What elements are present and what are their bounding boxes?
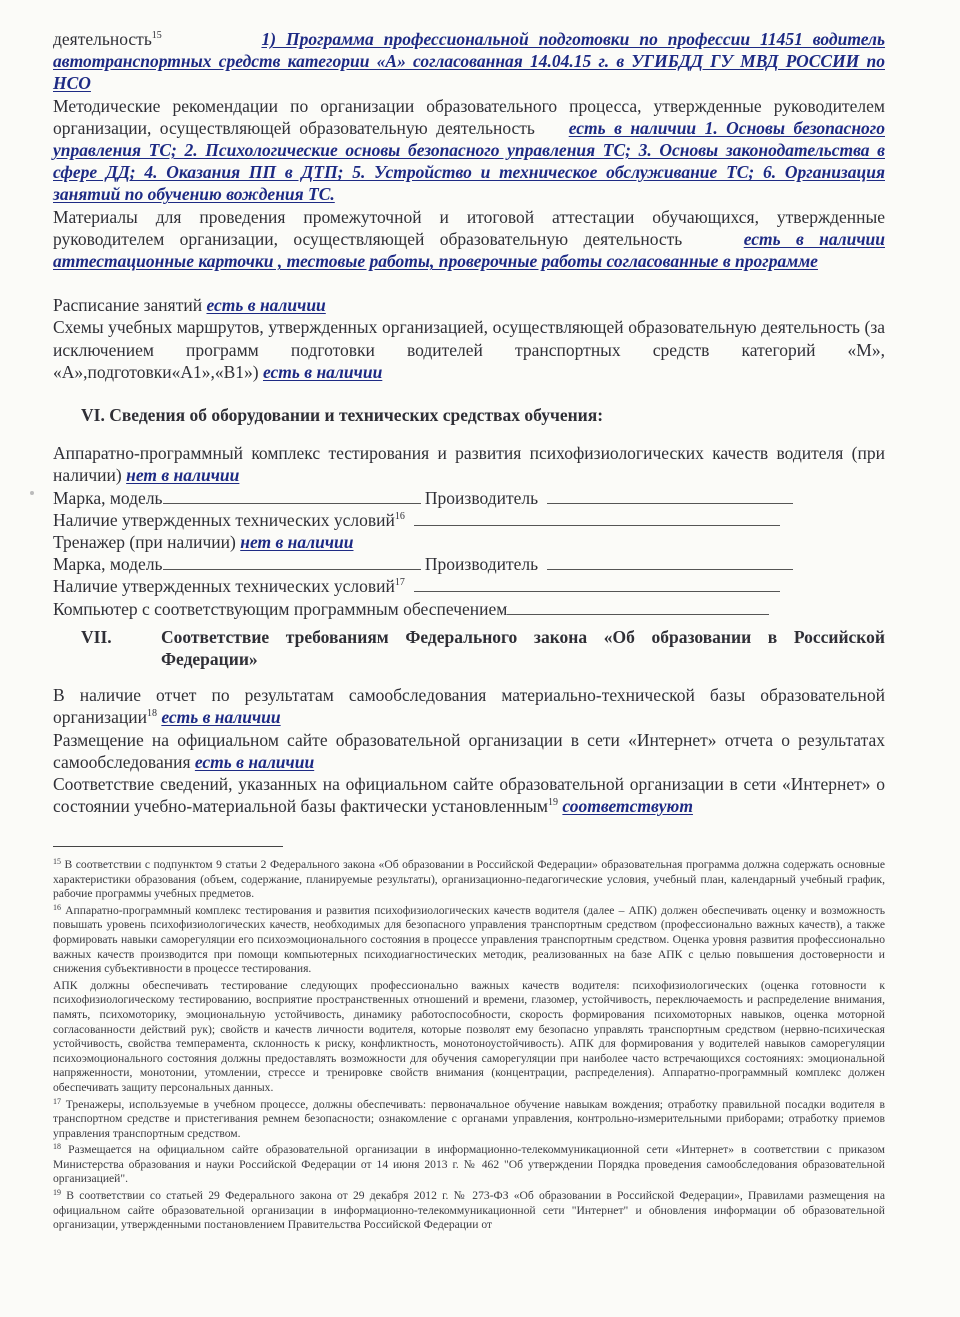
report-paragraph (53, 684, 885, 728)
maker-label: Производитель (424, 487, 539, 508)
scan-dot (30, 491, 34, 495)
conditions-blank (414, 509, 780, 526)
footnote-15 (53, 858, 885, 902)
materials-text: Материалы для проведения промежуточной и итоговой аттестации обучающихся, утвержденные руководителем организации, осуществляющей образовательную деятельность (53, 206, 885, 249)
footnote-19 (53, 1189, 885, 1233)
routes-text: Схемы учебных маршрутов, утвержденных организацией, осуществляющей образовательную деятельность (за исключением программ подготовки водителей транспортных средств категорий «М», «А»,подготовки«А1»,«В1») (53, 317, 885, 382)
main-text (53, 28, 885, 817)
trainer-brand-blank (163, 553, 421, 570)
program-handwritten: 1) Программа профессиональной подготовки по профессии 11451 водитель автотранспортных средств категории «А» согласованная 14.04.15 г. в УГИБДД ГУ МВД РОССИИ по НСО (53, 29, 886, 94)
match-text: Соответствие сведений, указанных на официальном сайте образовательной организации в сети «Интернет» о состоянии учебно-материальной базы фактически установленным (53, 774, 885, 817)
footnotes (53, 858, 885, 1235)
footnote-16-text-b: АПК должны обеспечивать тестирование следующих профессионально важных качеств водителя: психофизиологических (оценка готовности к психофизиологическому тестированию, восприятие пространственных отношений и времени, глазомер, устойчивость, переключаемость и распределение внимания, память, психомоторику, эмоциональную устойчивость, динамику работоспособности, скорость формирования психомоторных навыков, оценка моторной согласованности действий рук); свойств и качеств личности водителя, которые позволят ему безопасно управлять транспортным средством (нервно-психическая устойчивость, свойства темперамента, склонность к риску, конфликтность, монотоноустойчивость). АПК для формирования у водителей навыков саморегуляции психоэмоционального состояния должны предоставлять возможности для обучения саморегуляции при наиболее часто встречающихся состояниях: эмоциональной напряженности, монотонии, утомлении, стрессе и тренировке свойств внимания (концентрации, распределения). Аппаратно-программный комплекс должен обеспечивать защиту персональных данных. (53, 978, 885, 1094)
footnote-ref-18: 18 (146, 708, 157, 720)
conditions-label: Наличие утвержденных технических условий (53, 509, 395, 530)
trainer-brand-label: Марка, модель (53, 554, 163, 575)
footnote-num-15: 15 (53, 857, 61, 866)
methods-text: Методические рекомендации по организации образовательного процесса, утвержденные руководителем организации, осуществляющей образовательную деятельность (53, 95, 885, 138)
materials-paragraph (53, 206, 885, 273)
trainer-conditions-label: Наличие утвержденных технических условий (53, 576, 395, 597)
trainer-maker-label: Производитель (424, 554, 539, 575)
footnote-num-16: 16 (53, 902, 61, 912)
footnote-18 (53, 1143, 885, 1187)
report-text: В наличие отчет по результатам самообследования материально-технической базы образовательной организации (53, 685, 885, 728)
apk-text: Аппаратно-программный комплекс тестирования и развития психофизиологических качеств водителя (при наличии) (53, 443, 885, 486)
program-paragraph (53, 28, 885, 95)
trainer-maker-blank (547, 553, 793, 570)
footnote-ref-15: 15 (151, 30, 162, 41)
trainer-brand-row (53, 553, 885, 575)
spacer (53, 272, 885, 294)
footnote-num-18: 18 (53, 1142, 61, 1152)
footnote-num-17: 17 (53, 1096, 61, 1106)
footnote-15-text: В соответствии с подпунктом 9 статьи 2 Федерального закона «Об образовании в Российской Федерации» образовательная программа должна содержать основные характеристики образования (объем, содержание, планируемые результаты), организационно-педагогические условия, учебный план, календарный учебный график, рабочие программы учебных предметов. (53, 858, 885, 901)
computer-label: Компьютер с соответствующим программным обеспечением (53, 598, 508, 619)
computer-row (53, 598, 885, 620)
schedule-text: Расписание занятий (53, 295, 203, 316)
routes-handwritten: есть в наличии (262, 361, 383, 382)
posting-handwritten: есть в наличии (194, 751, 315, 772)
footnote-17-text: Тренажеры, используемые в учебном процессе, должны обеспечивать: первоначальное обучение навыкам вождения; отработку правильной посадки водителя в транспортном средстве и пристегивания ремнем безопасности; ознакомление с органами управления, контрольно-измерительными приборами; отработку приемов управления транспортным средством. (53, 1097, 885, 1140)
footnote-19-text: В соответствии со статьей 29 Федерального закона от 29 декабря 2012 г. № 273-ФЗ «Об образовании в Российской Федерации», Правилами размещения на официальном сайте образовательной организации в информационно-телекоммуникационной сети "Интернет" и обновления информации об образовательной организации, утвержденными постановлением Правительства Российской Федерации от (53, 1189, 885, 1232)
footnote-17 (53, 1098, 885, 1142)
footnote-ref-16: 16 (394, 510, 405, 522)
section-7-heading: Соответствие требованиям Федерального закона «Об образовании в Российской Федерации» (161, 626, 885, 669)
brand-label: Марка, модель (53, 487, 163, 508)
footnote-16 (53, 904, 885, 977)
match-paragraph (53, 773, 885, 817)
posting-paragraph (53, 729, 885, 773)
trainer-conditions-row (53, 575, 885, 597)
brand-blank (163, 487, 421, 504)
trainer-conditions-blank (414, 575, 780, 592)
match-handwritten: соответствуют (562, 796, 693, 817)
posting-text: Размещение на официальном сайте образовательной организации в сети «Интернет» отчета о результатах самообследования (53, 729, 885, 772)
footnote-18-text: Размещается на официальном сайте образовательной организации в информационно-телекоммуникационной сети «Интернет» в соответствии с приказом Министерства образования и науки Российской Федерации от 14 июня 2013 г. № 462 "Об утверждении Порядка проведения самообследования образовательной организацией". (53, 1143, 885, 1186)
trainer-handwritten: нет в наличии (240, 532, 354, 553)
footnote-ref-17: 17 (394, 577, 405, 589)
footnote-16-text-a: Аппаратно-программный комплекс тестирования и развития психофизиологических качеств водителя (далее – АПК) должен обеспечивать оценку и возможность повышать уровень психофизиологических качеств, необходимых для безопасного управления транспортным средством (профессионально важных качеств), а также формировать навыки саморегуляции его психоэмоционального состояния в процессе управления транспортным средством. Оценка уровня развития профессионально важных качеств производится при помощи компьютерных психодиагностических методик, реализованных на базе АПК с целью повышения достоверности и снижения субъективности в процессе тестирования. (53, 903, 885, 976)
report-handwritten: есть в наличии (161, 707, 281, 728)
section-7-number: VII. (81, 626, 112, 647)
schedule-handwritten: есть в наличии (206, 295, 326, 316)
routes-paragraph (53, 316, 885, 383)
apk-conditions-row (53, 509, 885, 531)
materials-handwritten: есть в наличии аттестационные карточки , тестовые работы, проверочные работы согласованные в программе (53, 228, 885, 272)
maker-blank (547, 487, 793, 504)
footnote-ref-19: 19 (548, 797, 559, 809)
computer-blank (507, 598, 769, 615)
apk-handwritten: нет в наличии (126, 465, 240, 486)
apk-paragraph (53, 442, 885, 486)
trainer-line (53, 531, 885, 553)
footnote-num-19: 19 (53, 1188, 61, 1198)
apk-brand-row (53, 487, 885, 509)
footnote-16-continued (53, 979, 885, 1096)
trainer-text: Тренажер (при наличии) (53, 532, 236, 553)
footnote-divider (53, 846, 283, 847)
methods-paragraph (53, 95, 885, 206)
schedule-line (53, 294, 885, 316)
section-7-title (81, 626, 885, 670)
section-6-title: VI. Сведения об оборудовании и технических средствах обучения: (81, 405, 604, 426)
methods-handwritten: есть в наличии 1. Основы безопасного управления ТС; 2. Психологические основы безопасного управления ТС; 3. Основы законодательства в сфере ДД; 4. Оказания ПП в ДТП; 5. Устройство и техническое обслуживание ТС; 6. Организация занятий по обучению вождения ТС. (53, 117, 885, 205)
program-label: деятельность (53, 29, 152, 49)
